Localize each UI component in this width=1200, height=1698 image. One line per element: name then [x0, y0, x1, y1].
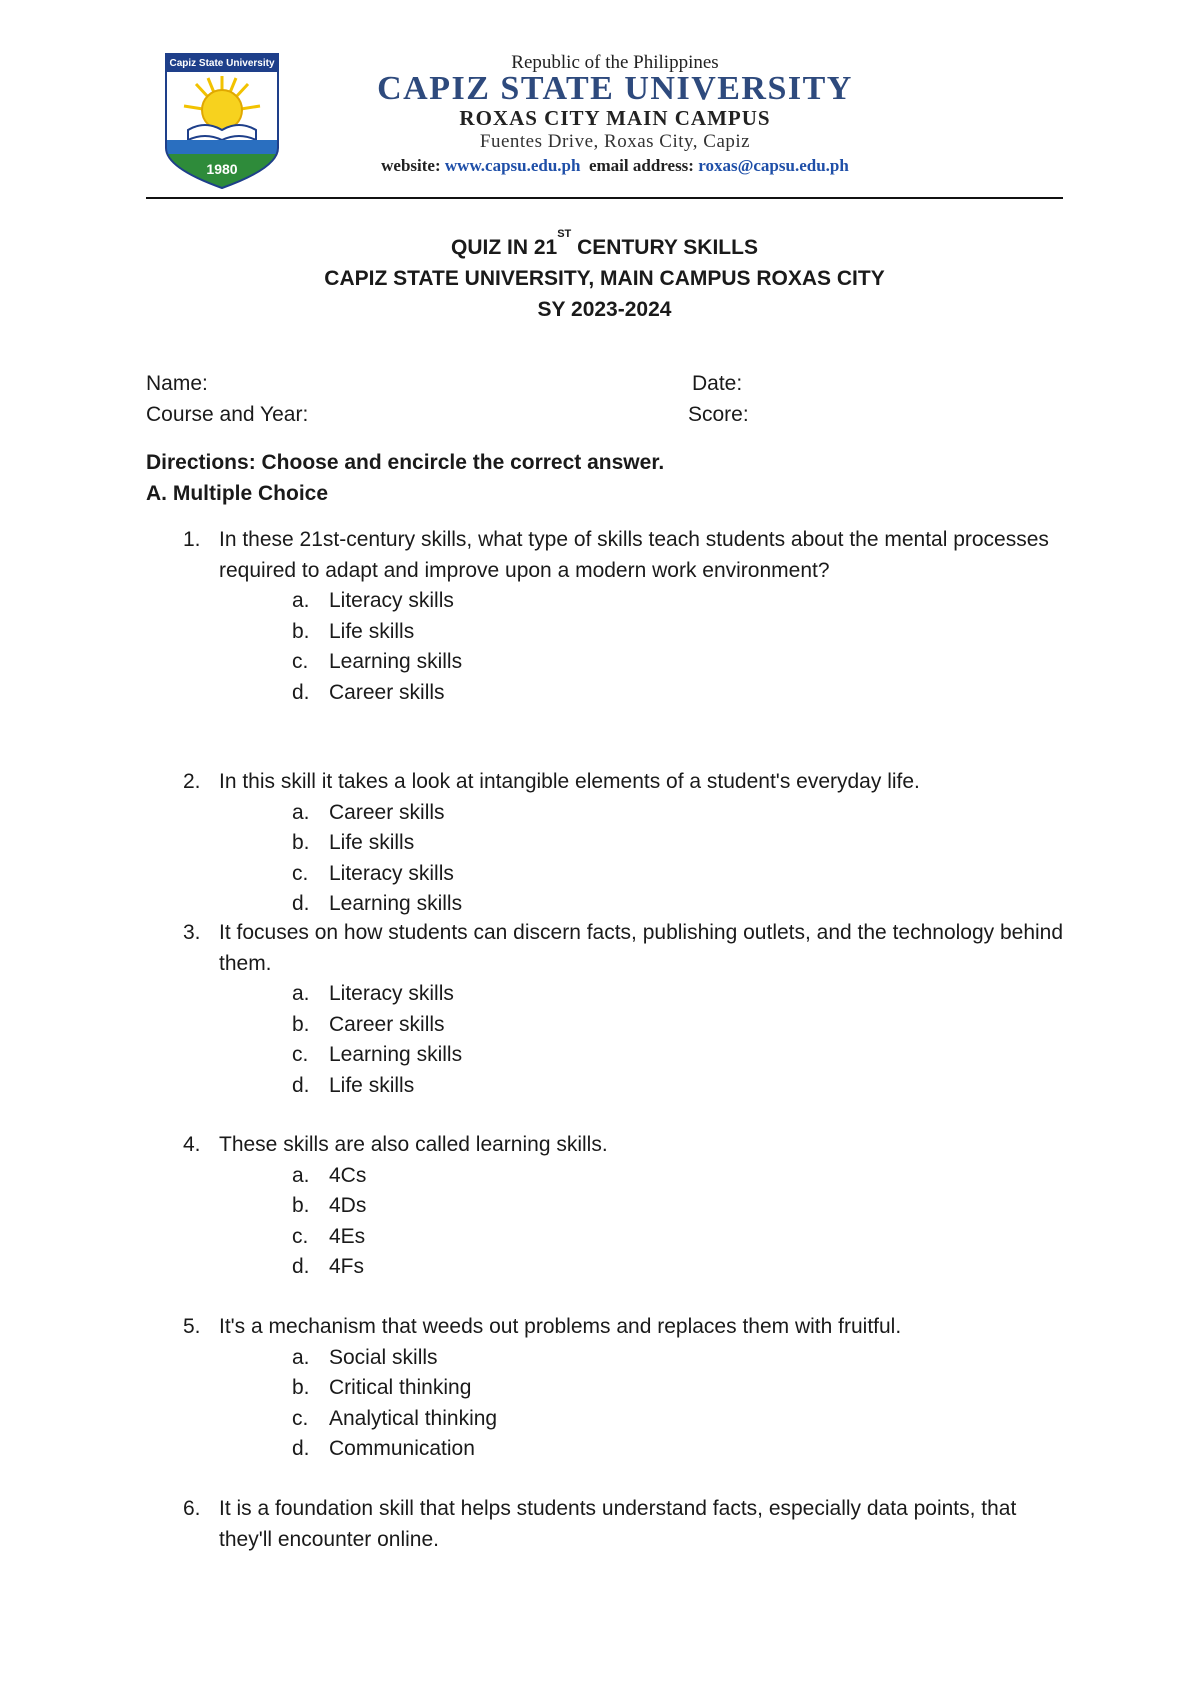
question-text: These skills are also called learning skills. [219, 1133, 608, 1156]
answer-choice[interactable] [0, 1071, 1200, 1102]
score-field: Score: [688, 403, 749, 426]
choice-text: 4Es [329, 1224, 366, 1248]
choice-letter: d. [292, 1255, 310, 1278]
name-field: Name: [146, 372, 208, 395]
website-link[interactable]: www.capsu.edu.ph [444, 156, 581, 175]
question-number: 2. [183, 770, 201, 793]
choice-text: Life skills [329, 619, 415, 643]
question-text: In this skill it takes a look at intangible elements of a student's everyday life. [219, 770, 920, 793]
question-item [0, 1130, 1200, 1283]
choice-text: Life skills [329, 831, 415, 854]
choice-letter: d. [292, 680, 310, 704]
logo-banner-text: Capiz State University [169, 58, 275, 69]
answer-choice[interactable] [0, 1040, 1200, 1071]
quiz-school-year: SY 2023-2024 [537, 298, 672, 321]
choice-list [0, 798, 1200, 920]
quiz-title: QUIZ IN 21ST CENTURY SKILLS [451, 228, 758, 259]
directions-text: Directions: Choose and encircle the correct answer. [146, 451, 665, 474]
answer-choice[interactable] [0, 1434, 1200, 1465]
quiz-title-block [146, 228, 1063, 325]
question-item [0, 1494, 1200, 1555]
answer-choice[interactable] [0, 1010, 1200, 1041]
header-divider [146, 197, 1063, 199]
answer-choice[interactable] [0, 1373, 1200, 1404]
email-label: email address: [588, 156, 694, 175]
choice-letter: a. [292, 800, 310, 824]
choice-letter: a. [292, 1163, 310, 1187]
republic-line: Republic of the Philippines [511, 52, 719, 73]
choice-text: Analytical thinking [329, 1406, 498, 1430]
email-link[interactable]: roxas@capsu.edu.ph [698, 156, 849, 175]
choice-list [0, 1343, 1200, 1465]
question-item [0, 1312, 1200, 1465]
choice-letter: c. [292, 1406, 309, 1430]
logo-year-text: 1980 [206, 161, 238, 177]
answer-choice[interactable] [0, 1343, 1200, 1374]
question-text: It's a mechanism that weeds out problems and replaces them with fruitful. [219, 1315, 902, 1338]
answer-choice[interactable] [0, 798, 1200, 829]
choice-letter: c. [292, 1224, 309, 1248]
choice-letter: d. [292, 1073, 310, 1097]
question-text: In these 21st-century skills, what type of skills teach students about the mental processes required to adapt and improve upon a modern work environment? [219, 528, 1049, 582]
question-number: 5. [183, 1315, 201, 1338]
question-number: 4. [183, 1133, 201, 1156]
question-item [0, 918, 1200, 1101]
choice-letter: a. [292, 982, 310, 1005]
choice-letter: c. [292, 650, 309, 673]
choice-letter: b. [292, 619, 310, 643]
answer-choice[interactable] [0, 678, 1200, 709]
choice-text: Learning skills [329, 892, 463, 915]
choice-text: Life skills [329, 1073, 415, 1097]
choice-letter: d. [292, 892, 310, 915]
date-field: Date: [692, 372, 743, 395]
choice-letter: a. [292, 1345, 310, 1369]
answer-choice[interactable] [0, 617, 1200, 648]
campus-name: ROXAS CITY MAIN CAMPUS [459, 106, 771, 130]
question-text: It focuses on how students can discern facts, publishing outlets, and the technology behind them. [219, 921, 1064, 975]
answer-choice[interactable] [0, 1222, 1200, 1253]
choice-letter: b. [292, 1194, 310, 1217]
course-year-field: Course and Year: [146, 403, 309, 426]
answer-choice[interactable] [0, 647, 1200, 678]
campus-address: Fuentes Drive, Roxas City, Capiz [479, 131, 751, 152]
question-text: It is a foundation skill that helps students understand facts, especially data points, that they'll encounter online. [219, 1497, 1017, 1551]
choice-text: Career skills [329, 800, 445, 824]
choice-list [0, 1161, 1200, 1283]
question-item [0, 767, 1200, 920]
choice-letter: d. [292, 1437, 310, 1460]
section-heading: A. Multiple Choice [146, 482, 329, 505]
choice-letter: b. [292, 1376, 310, 1399]
choice-text: Social skills [329, 1345, 438, 1369]
choice-text: Literacy skills [329, 861, 454, 885]
choice-letter: c. [292, 1043, 309, 1066]
answer-choice[interactable] [0, 889, 1200, 920]
choice-text: Career skills [329, 680, 445, 704]
question-number: 6. [183, 1497, 201, 1520]
choice-letter: b. [292, 1012, 310, 1036]
answer-choice[interactable] [0, 979, 1200, 1010]
choice-list [0, 979, 1200, 1101]
choice-text: Learning skills [329, 1043, 463, 1066]
question-item [0, 525, 1200, 708]
answer-choice[interactable] [0, 859, 1200, 890]
directions-block [146, 447, 664, 509]
answer-choice[interactable] [0, 1191, 1200, 1222]
choice-text: 4Fs [329, 1255, 365, 1278]
choice-text: 4Cs [329, 1163, 367, 1187]
contact-line [0, 156, 1200, 176]
answer-choice[interactable] [0, 1404, 1200, 1435]
university-name: CAPIZ STATE UNIVERSITY [377, 70, 853, 107]
question-number: 3. [183, 921, 201, 944]
choice-text: Literacy skills [329, 589, 454, 612]
website-label: website: [381, 156, 441, 175]
choice-letter: b. [292, 831, 310, 854]
choice-text: Communication [329, 1437, 475, 1460]
answer-choice[interactable] [0, 586, 1200, 617]
question-number: 1. [183, 528, 201, 551]
choice-text: Career skills [329, 1012, 445, 1036]
choice-list [0, 586, 1200, 708]
choice-letter: c. [292, 861, 309, 885]
choice-letter: a. [292, 589, 310, 612]
quiz-institution: CAPIZ STATE UNIVERSITY, MAIN CAMPUS ROXAS CITY [324, 267, 885, 290]
answer-choice[interactable] [0, 1252, 1200, 1283]
choice-text: Literacy skills [329, 982, 454, 1005]
choice-text: Learning skills [329, 650, 463, 673]
choice-text: 4Ds [329, 1194, 367, 1217]
answer-choice[interactable] [0, 1161, 1200, 1192]
choice-text: Critical thinking [329, 1376, 472, 1399]
answer-choice[interactable] [0, 828, 1200, 859]
